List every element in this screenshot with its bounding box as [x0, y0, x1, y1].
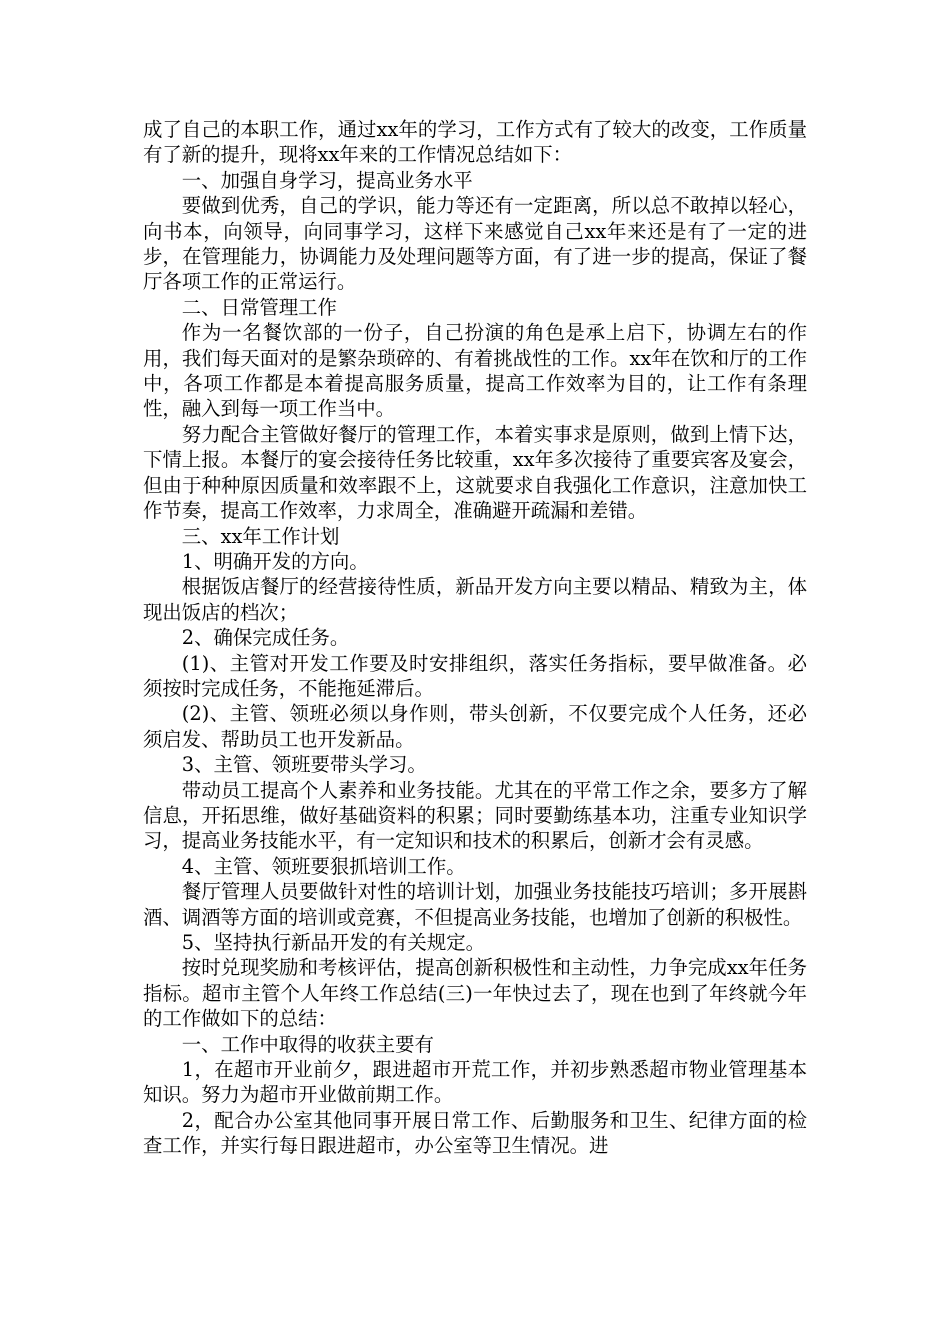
paragraph-5: 努力配合主管做好餐厅的管理工作，本着实事求是原则，做到上情下达，下情上报。本餐厅的宴会接待任务比较重，xx年多次接待了重要宾客及宴会，但由于种种原因质量和效率跟不上，这就要求自我强化工作意识，注意加快工作节奏，提高工作效率，力求周全，准确避开疏漏和差错。	[143, 422, 807, 523]
plan-item-1: 1、明确开发的方向。	[181, 549, 369, 573]
paragraph-8: 根据饭店餐厅的经营接待性质，新品开发方向主要以精品、精致为主，体现出饭店的档次；	[143, 575, 807, 624]
paragraph-17: 按时兑现奖励和考核评估，提高创新积极性和主动性，力争完成xx年任务指标。超市主管个人年终工作总结(三)一年快过去了，现在也到了年终就今年的工作做如下的总结：	[143, 956, 807, 1031]
paragraph-4: 作为一名餐饮部的一份子，自己扮演的角色是承上启下，协调左右的作用，我们每天面对的是繁杂琐碎的、有着挑战性的工作。xx年在饮和厅的工作中，各项工作都是本着提高服务质量，提高工作效率为目的，让工作有条理性，融入到每一项工作当中。	[143, 321, 807, 421]
sub-item-2: (2)、主管、领班必须以身作则，带头创新，不仅要完成个人任务，还必须启发、帮助员工也开发新品。	[143, 702, 807, 751]
plan-item-5: 5、坚持执行新品开发的有关规定。	[181, 931, 485, 954]
paragraph-0: 成了自己的本职工作，通过xx年的学习，工作方式有了较大的改变，工作质量有了新的提升，现将xx年来的工作情况总结如下：	[143, 118, 807, 167]
heading-achievements: 一、工作中取得的收获主要有	[181, 1032, 434, 1056]
achievement-item-1: 1，在超市开业前夕，跟进超市开荒工作，并初步熟悉超市物业管理基本知识。努力为超市开业做前期工作。	[143, 1058, 807, 1107]
document-page	[143, 117, 807, 1159]
sub-item-1: (1)、主管对开发工作要及时安排组织，落实任务指标，要早做准备。必须按时完成任务，不能拖延滞后。	[143, 651, 807, 700]
plan-item-2: 2、确保完成任务。	[181, 626, 350, 650]
paragraph-15: 餐厅管理人员要做针对性的培训计划，加强业务技能技巧培训；多开展斟酒、调酒等方面的培训或竞赛，不但提高业务技能，也增加了创新的积极性。	[143, 880, 807, 929]
plan-item-3: 3、主管、领班要带头学习。	[181, 753, 427, 777]
paragraph-2: 要做到优秀，自己的学识，能力等还有一定距离，所以总不敢掉以轻心，向书本，向领导，向同事学习，这样下来感觉自己xx年来还是有了一定的进步，在管理能力，协调能力及处理问题等方面，有了进一步的提高，保证了餐厅各项工作的正常运行。	[143, 194, 807, 294]
achievement-item-2: 2，配合办公室其他同事开展日常工作、后勤服务和卫生、纪律方面的检查工作，并实行每日跟进超市，办公室等卫生情况。进	[143, 1108, 807, 1158]
heading-work-plan: 三、xx年工作计划	[181, 524, 340, 548]
plan-item-4: 4、主管、领班要狠抓培训工作。	[181, 854, 466, 878]
heading-strengthen-learning: 一、加强自身学习，提高业务水平	[181, 168, 473, 192]
paragraph-13: 带动员工提高个人素养和业务技能。尤其在的平常工作之余，要多方了解信息，开拓思维，做好基础资料的积累；同时要勤练基本功，注重专业知识学习，提高业务技能水平，有一定知识和技术的积累后，创新才会有灵感。	[143, 778, 807, 853]
heading-daily-management: 二、日常管理工作	[181, 295, 337, 319]
